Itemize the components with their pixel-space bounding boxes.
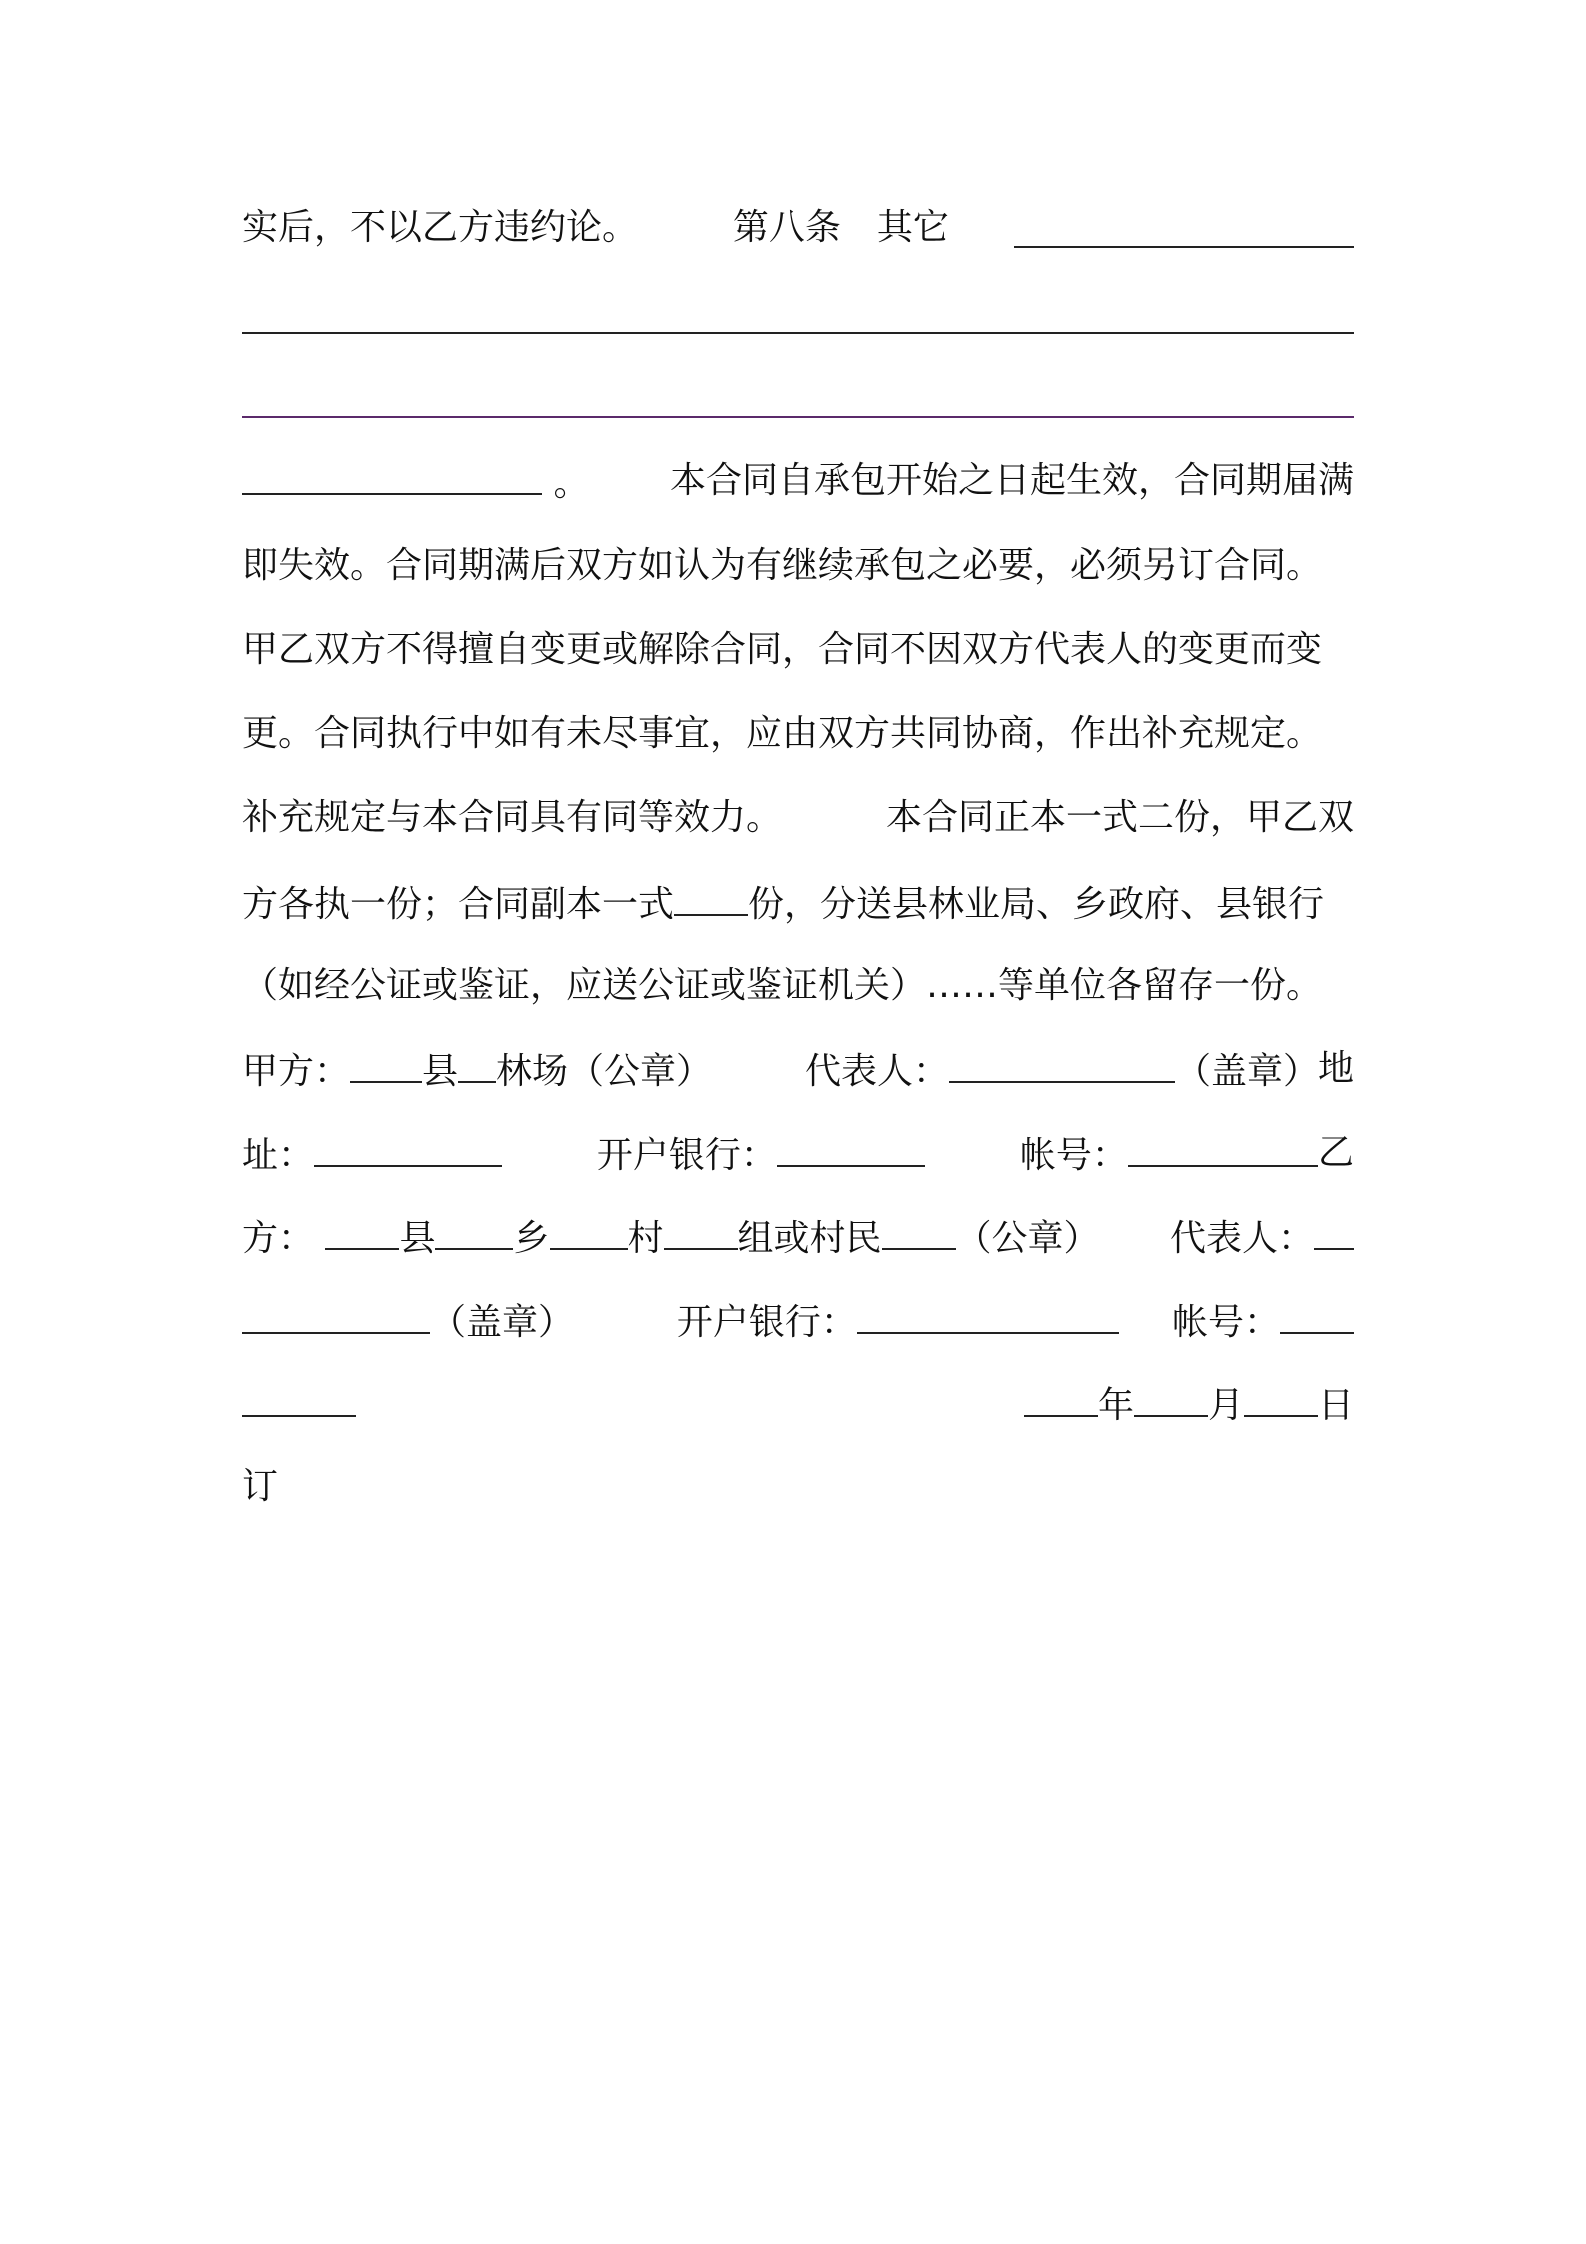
party-b-label: 方： xyxy=(242,1218,315,1259)
party-b-representative-label: 代表人： xyxy=(1169,1218,1314,1259)
line-16: 订 xyxy=(242,1466,279,1507)
party-a-forest-farm: 林场（公章） xyxy=(496,1051,713,1092)
blank-month xyxy=(1134,1375,1208,1417)
blank-a-farm xyxy=(458,1041,496,1083)
party-b-seal: （盖章） xyxy=(430,1302,575,1343)
line-9-text-a: 方各执一份；合同副本一式 xyxy=(242,884,675,925)
line-8 xyxy=(242,790,1354,846)
party-b-village: 村 xyxy=(627,1218,664,1259)
line-15 xyxy=(242,1375,1354,1431)
line-5: 即失效。合同期满后双方如认为有继续承包之必要，必须另订合同。 xyxy=(242,545,1323,586)
blank-b-villager xyxy=(882,1208,956,1250)
party-a-bank-label: 开户银行： xyxy=(596,1135,777,1176)
line-9 xyxy=(242,874,1354,930)
blank-rule-1 xyxy=(242,332,1354,334)
blank-copies xyxy=(674,874,748,916)
blank-b-account-b xyxy=(242,1375,356,1417)
party-b-county: 县 xyxy=(399,1218,436,1259)
party-b-account-label: 帐号： xyxy=(1171,1302,1280,1343)
blank-rule-3 xyxy=(242,453,542,495)
line-14 xyxy=(242,1292,1354,1348)
blank-a-representative xyxy=(949,1041,1175,1083)
blank-rule-2 xyxy=(242,416,1354,418)
party-b-public-seal: （公章） xyxy=(955,1218,1100,1259)
line-1 xyxy=(242,200,1354,256)
line-8-text-a: 补充规定与本合同具有同等效力。 xyxy=(242,797,783,838)
line-10: （如经公证或鉴证，应送公证或鉴证机关）……等单位各留存一份。 xyxy=(242,965,1323,1006)
party-b-township: 乡 xyxy=(513,1218,550,1259)
date-group xyxy=(1024,1375,1354,1434)
day-label: 日 xyxy=(1317,1385,1354,1426)
blank-b-group xyxy=(664,1208,738,1250)
party-a-seal: （盖章） xyxy=(1174,1051,1319,1092)
article-8-heading: 第八条 其它 xyxy=(732,207,949,248)
blank-b-county xyxy=(325,1208,399,1250)
blank-a-address xyxy=(314,1125,502,1167)
line-4-text-a: 。 xyxy=(553,463,590,504)
line-7: 更。合同执行中如有未尽事宜，应由双方共同协商，作出补充规定。 xyxy=(242,713,1323,754)
party-b-representative-group xyxy=(1170,1208,1354,1267)
party-a-address-start: 地 xyxy=(1317,1048,1354,1089)
line-8-text-b: 本合同正本一式二份，甲乙双 xyxy=(885,797,1354,838)
blank-a-county xyxy=(350,1041,422,1083)
blank-day xyxy=(1244,1375,1318,1417)
blank-b-representative-b xyxy=(242,1292,430,1334)
year-label: 年 xyxy=(1097,1385,1134,1426)
blank-b-township xyxy=(435,1208,513,1250)
blank-a-account xyxy=(1128,1125,1318,1167)
party-a-label: 甲方： xyxy=(242,1051,351,1092)
party-a-account-label: 帐号： xyxy=(1019,1135,1128,1176)
line-13 xyxy=(242,1208,1354,1264)
party-a-address-end: 址： xyxy=(242,1135,315,1176)
blank-a-bank xyxy=(777,1125,925,1167)
party-b-account-group xyxy=(1172,1292,1354,1351)
month-label: 月 xyxy=(1207,1385,1244,1426)
blank-b-village xyxy=(550,1208,628,1250)
line-1-text-a: 实后，不以乙方违约论。 xyxy=(242,207,639,248)
party-b-group: 组或村民 xyxy=(737,1218,882,1259)
line-4-text-b: 本合同自承包开始之日起生效，合同期届满 xyxy=(669,460,1354,501)
party-a-representative-label: 代表人： xyxy=(804,1051,949,1092)
line-9-text-b: 份，分送县林业局、乡政府、县银行 xyxy=(748,884,1325,925)
blank-b-bank xyxy=(857,1292,1119,1334)
line-6: 甲乙双方不得擅自变更或解除合同，合同不因双方代表人的变更而变 xyxy=(242,629,1323,670)
party-a-county: 县 xyxy=(422,1051,459,1092)
blank-year xyxy=(1024,1375,1098,1417)
line-12 xyxy=(242,1125,1354,1181)
blank-other-terms xyxy=(1014,206,1354,248)
blank-b-account-a xyxy=(1280,1292,1354,1334)
blank-b-representative-a xyxy=(1314,1208,1354,1250)
line-4 xyxy=(242,453,1354,509)
party-b-bank-label: 开户银行： xyxy=(676,1302,857,1343)
party-b-start: 乙 xyxy=(1317,1132,1354,1173)
line-11 xyxy=(242,1041,1354,1097)
